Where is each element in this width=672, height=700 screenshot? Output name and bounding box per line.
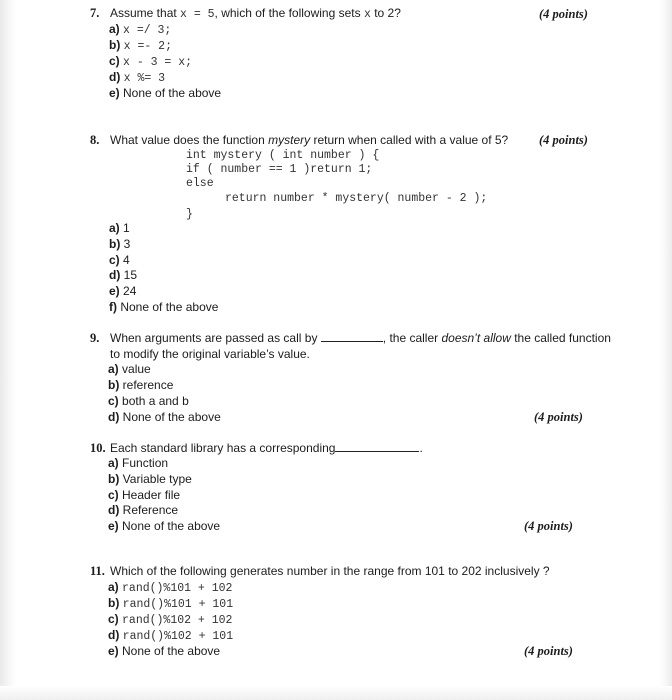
- option-text: None of the above: [122, 644, 221, 658]
- question-11-option-c[interactable]: [108, 612, 232, 628]
- question-11-option-d[interactable]: [108, 628, 233, 644]
- option-label: b): [109, 237, 121, 251]
- question-9-points: (4 points): [534, 410, 583, 424]
- option-text: None of the above: [120, 300, 219, 314]
- option-label: f): [109, 300, 117, 314]
- option-label: d): [108, 410, 120, 424]
- question-7-text-part: Assume that: [110, 6, 181, 20]
- option-text: rand()%102 + 101: [122, 630, 234, 643]
- option-label: a): [109, 22, 120, 36]
- question-10-option-e[interactable]: [108, 519, 220, 534]
- option-text: Function: [122, 456, 169, 470]
- option-text: Header file: [122, 488, 181, 502]
- option-label: e): [109, 86, 120, 100]
- option-label: a): [108, 362, 119, 376]
- question-10-text-part: .: [419, 441, 423, 455]
- code-line-2: if ( number == 1 )return 1;: [186, 163, 373, 176]
- question-7-option-c[interactable]: [109, 54, 192, 70]
- question-9-emphasis: doesn’t allow: [441, 331, 511, 345]
- option-text: None of the above: [123, 86, 222, 100]
- question-9-text-part: the called function: [510, 331, 611, 345]
- question-7-code-inline: x = 5: [180, 8, 215, 21]
- option-text: rand()%101 + 102: [122, 582, 233, 595]
- question-10-option-b[interactable]: [108, 472, 192, 487]
- question-8-option-a[interactable]: [109, 221, 130, 236]
- option-label: a): [108, 456, 119, 470]
- question-9-option-b[interactable]: [108, 378, 173, 393]
- question-8-points: (4 points): [539, 133, 588, 147]
- question-11-text: Which of the following generates number in the range from 101 to 202 inclusively ?: [110, 564, 550, 578]
- code-line-3: else: [186, 177, 214, 190]
- option-label: b): [108, 472, 120, 486]
- question-10-text-part: Each standard library has a corresponding: [110, 441, 336, 455]
- option-text: x - 3 = x;: [123, 56, 193, 69]
- option-label: c): [109, 253, 120, 267]
- option-text: x =/ 3;: [123, 24, 172, 37]
- option-text: 15: [123, 268, 138, 282]
- question-11-option-e[interactable]: [108, 644, 220, 659]
- option-text: rand()%102 + 102: [122, 614, 233, 627]
- option-text: Variable type: [122, 472, 192, 486]
- question-8-option-d[interactable]: [109, 268, 137, 283]
- question-9-option-a[interactable]: [108, 362, 151, 377]
- question-7-option-e[interactable]: [109, 86, 221, 101]
- page-shadow-right: [658, 0, 672, 700]
- question-8-option-e[interactable]: [109, 284, 136, 299]
- question-10-option-a[interactable]: [108, 456, 168, 471]
- question-10-points: (4 points): [524, 519, 573, 533]
- option-label: b): [108, 378, 120, 392]
- question-9-option-c[interactable]: [108, 394, 189, 409]
- question-8-text-part: return when called with a value of 5?: [310, 133, 509, 147]
- option-label: e): [109, 284, 120, 298]
- code-line-5: }: [186, 208, 193, 221]
- question-8-option-b[interactable]: [109, 237, 130, 252]
- page-shadow-left: [0, 0, 16, 700]
- option-label: c): [108, 488, 119, 502]
- question-8-number: 8.: [90, 133, 100, 147]
- question-9-text-part: When arguments are passed as call by: [110, 331, 321, 345]
- option-label: c): [109, 54, 120, 68]
- question-7-points: (4 points): [539, 7, 588, 21]
- question-7-option-d[interactable]: [109, 70, 165, 86]
- question-7-option-a[interactable]: [109, 22, 171, 38]
- option-text: rand()%101 + 101: [122, 598, 234, 611]
- question-9-option-d[interactable]: [108, 410, 221, 425]
- fill-in-blank[interactable]: [321, 331, 383, 342]
- question-11-points: (4 points): [524, 644, 573, 658]
- question-10-number: 10.: [90, 441, 106, 455]
- option-label: b): [108, 596, 120, 610]
- question-10-option-c[interactable]: [108, 488, 180, 503]
- question-7-code-inline: x: [363, 8, 371, 21]
- option-text: 1: [123, 221, 130, 235]
- option-text: None of the above: [122, 410, 221, 424]
- option-label: d): [109, 268, 121, 282]
- question-7-text-part: , which of the following sets: [214, 6, 364, 20]
- question-10-text: [110, 441, 423, 456]
- question-9-text: [110, 331, 611, 346]
- option-label: d): [108, 503, 120, 517]
- question-7-option-b[interactable]: [109, 38, 172, 54]
- code-line-4: return number * mystery( number - 2 );: [225, 192, 488, 205]
- question-8-text-part: What value does the function: [110, 133, 269, 147]
- option-label: b): [109, 38, 121, 52]
- question-8-option-f[interactable]: [109, 300, 218, 315]
- question-9-number: 9.: [90, 331, 100, 345]
- option-label: e): [108, 519, 119, 533]
- option-label: c): [108, 612, 119, 626]
- option-text: x %= 3: [123, 72, 166, 85]
- question-8-text: [110, 133, 508, 148]
- question-9-text-part: , the caller: [382, 331, 442, 345]
- option-text: 24: [123, 284, 137, 298]
- option-text: Reference: [122, 503, 179, 517]
- option-label: d): [108, 628, 120, 642]
- option-text: reference: [122, 378, 174, 392]
- question-11-option-b[interactable]: [108, 596, 233, 612]
- question-11-number: 11.: [90, 564, 105, 578]
- question-10-option-d[interactable]: [108, 503, 178, 518]
- fill-in-blank[interactable]: [335, 441, 419, 452]
- code-line-1: int mystery ( int number ) {: [186, 149, 380, 162]
- option-label: e): [108, 644, 119, 658]
- option-label: d): [109, 70, 121, 84]
- question-11-option-a[interactable]: [108, 580, 232, 596]
- question-7-text: [110, 6, 401, 22]
- page-shadow-bottom: [0, 686, 672, 700]
- option-label: a): [109, 221, 120, 235]
- option-text: x =- 2;: [123, 40, 172, 53]
- question-7-number: 7.: [90, 6, 100, 20]
- option-text: 3: [123, 237, 131, 251]
- option-text: both a and b: [122, 394, 189, 408]
- question-8-option-c[interactable]: [109, 253, 130, 268]
- question-8-function-name: mystery: [268, 133, 311, 147]
- option-text: value: [122, 362, 151, 376]
- question-7-text-part: to 2?: [370, 6, 401, 20]
- option-label: c): [108, 394, 119, 408]
- option-text: 4: [123, 253, 130, 267]
- option-text: None of the above: [122, 519, 221, 533]
- question-9-text-line2: to modify the original variable’s value.: [110, 347, 310, 361]
- option-label: a): [108, 580, 119, 594]
